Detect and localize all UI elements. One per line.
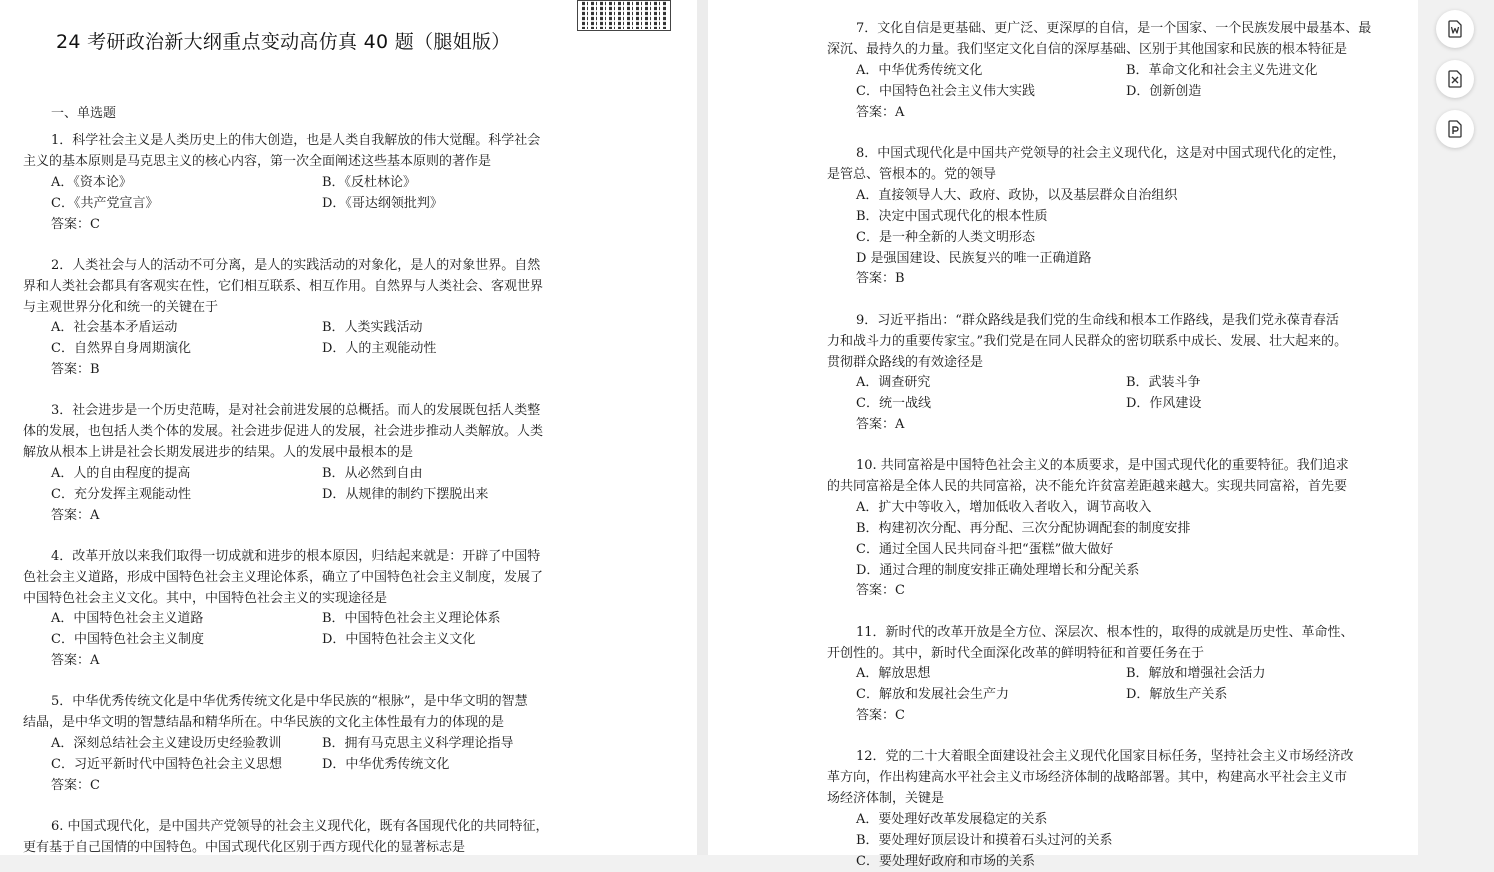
- question-text: 8．中国式现代化是中国共产党领导的社会主义现代化，这是对中国式现代化的定性，: [856, 146, 1346, 161]
- question-text: 中国特色社会主义文化。其中，中国特色社会主义的实现途径是: [23, 591, 388, 606]
- answer: 答案：A: [856, 105, 905, 120]
- option-d: D．《哥达纲领批判》: [322, 196, 443, 211]
- option-a: A．社会基本矛盾运动: [51, 320, 178, 335]
- question-text: 力和战斗力的重要传家宝。”我们党是在同人民群众的密切联系中成长、发展、壮大起来的。: [827, 334, 1348, 349]
- word-file-icon: [1445, 19, 1465, 39]
- question-text: 11．新时代的改革开放是全方位、深层次、根本性的，取得的成就是历史性、革命性、: [856, 625, 1354, 640]
- document-title: 24 考研政治新大纲重点变动高仿真 40 题（腿姐版）: [56, 31, 511, 53]
- export-word-button[interactable]: [1436, 10, 1474, 48]
- option-b: B．决定中国式现代化的根本性质: [856, 209, 1048, 224]
- option-b: B．从必然到自由: [322, 466, 423, 481]
- answer: 答案：B: [856, 271, 905, 286]
- question-text: 10. 共同富裕是中国特色社会主义的本质要求，是中国式现代化的重要特征。我们追求: [856, 458, 1349, 473]
- question-text: 色社会主义道路，形成中国特色社会主义理论体系，确立了中国特色社会主义制度，发展了: [23, 570, 544, 585]
- question-text: 与主观世界分化和统一的关键在于: [23, 300, 219, 315]
- question-text: 更有基于自己国情的中国特色。中国式现代化区别于西方现代化的显著标志是: [23, 840, 466, 855]
- export-ppt-button[interactable]: [1436, 110, 1474, 148]
- answer: 答案：C: [51, 217, 100, 232]
- option-b: B．要处理好顶层设计和摸着石头过河的关系: [856, 833, 1113, 848]
- export-excel-button[interactable]: [1436, 60, 1474, 98]
- question-text: 3．社会进步是一个历史范畴，是对社会前进发展的总概括。而人的发展既包括人类整: [51, 403, 541, 418]
- question-text: 6. 中国式现代化，是中国共产党领导的社会主义现代化，既有各国现代化的共同特征，: [51, 819, 549, 834]
- option-c: C．是一种全新的人类文明形态: [856, 230, 1035, 245]
- question-text: 场经济体制，关键是: [827, 791, 945, 806]
- option-c: C．统一战线: [856, 396, 931, 411]
- question-text: 体的发展，也包括人类个体的发展。社会进步促进人的发展，社会进步推动人类解放。人类: [23, 424, 544, 439]
- question-text: 4．改革开放以来我们取得一切成就和进步的根本原因，归结起来就是：开辟了中国特: [51, 549, 541, 564]
- question-text: 深沉、最持久的力量。我们坚定文化自信的深厚基础、区别于其他国家和民族的根本特征是: [827, 42, 1348, 57]
- option-d: D 是强国建设、民族复兴的唯一正确道路: [856, 251, 1092, 266]
- section-heading: 一、单选题: [51, 106, 117, 121]
- question-text: 7．文化自信是更基础、更广泛、更深厚的自信，是一个国家、一个民族发展中最基本、最: [856, 21, 1372, 36]
- option-a: A．直接领导人大、政府、政协，以及基层群众自治组织: [856, 188, 1178, 203]
- option-c: C．中国特色社会主义伟大实践: [856, 84, 1035, 99]
- option-a: A．人的自由程度的提高: [51, 466, 191, 481]
- option-c: C．解放和发展社会生产力: [856, 687, 1009, 702]
- question-text: 贯彻群众路线的有效途径是: [827, 355, 984, 370]
- option-d: D．通过合理的制度安排正确处理增长和分配关系: [856, 563, 1140, 578]
- question-text: 2．人类社会与人的活动不可分离，是人的实践活动的对象化，是人的对象世界。自然: [51, 258, 541, 273]
- question-text: 开创性的。其中，新时代全面深化改革的鲜明特征和首要任务在于: [827, 646, 1205, 661]
- answer: 答案：C: [856, 708, 905, 723]
- question-text: 主义的基本原则是马克思主义的核心内容，第一次全面阐述这些基本原则的著作是: [23, 154, 492, 169]
- option-b: B．人类实践活动: [322, 320, 423, 335]
- option-b: B．《反杜林论》: [322, 175, 417, 190]
- option-c: C．自然界自身周期演化: [51, 341, 191, 356]
- option-b: B．革命文化和社会主义先进文化: [1126, 63, 1318, 78]
- option-a: A．扩大中等收入，增加低收入者收入，调节高收入: [856, 500, 1152, 515]
- answer: 答案：A: [51, 653, 100, 668]
- answer: 答案：A: [856, 417, 905, 432]
- option-a: A．《资本论》: [51, 175, 132, 190]
- answer: 答案：A: [51, 508, 100, 523]
- option-a: A．中国特色社会主义道路: [51, 611, 204, 626]
- page-gap: [697, 0, 708, 855]
- option-c: C．中国特色社会主义制度: [51, 632, 204, 647]
- option-c: C．《共产党宣言》: [51, 196, 159, 211]
- option-a: A．调查研究: [856, 375, 931, 390]
- option-d: D．中华优秀传统文化: [322, 757, 450, 772]
- right-page: [708, 0, 1418, 869]
- question-text: 是管总、管根本的。党的领导: [827, 167, 997, 182]
- option-d: D．人的主观能动性: [322, 341, 437, 356]
- question-text: 解放从根本上讲是社会长期发展进步的结果。人的发展中最根本的是: [23, 445, 414, 460]
- answer: 答案：C: [856, 583, 905, 598]
- option-a: A．中华优秀传统文化: [856, 63, 983, 78]
- question-text: 9．习近平指出：“群众路线是我们党的生命线和根本工作路线，是我们党永葆青春活: [856, 313, 1339, 328]
- option-b: B．解放和增强社会活力: [1126, 666, 1266, 681]
- option-b: B．构建初次分配、再分配、三次分配协调配套的制度安排: [856, 521, 1191, 536]
- question-text: 12．党的二十大着眼全面建设社会主义现代化国家目标任务，坚持社会主义市场经济改: [856, 749, 1354, 764]
- left-page: [0, 0, 697, 855]
- option-d: D．作风建设: [1126, 396, 1202, 411]
- option-b: B．中国特色社会主义理论体系: [322, 611, 501, 626]
- option-d: D．解放生产关系: [1126, 687, 1228, 702]
- question-text: 结晶，是中华文明的智慧结晶和精华所在。中华民族的文化主体性最有力的体现的是: [23, 715, 505, 730]
- option-d: D．创新创造: [1126, 84, 1202, 99]
- answer: 答案：B: [51, 362, 100, 377]
- question-text: 的共同富裕是全体人民的共同富裕，决不能允许贫富差距越来越大。实现共同富裕，首先要: [827, 479, 1348, 494]
- option-a: A．深刻总结社会主义建设历史经验教训: [51, 736, 282, 751]
- option-c: C．通过全国人民共同奋斗把“蛋糕”做大做好: [856, 542, 1114, 557]
- option-a: A．要处理好改革发展稳定的关系: [856, 812, 1048, 827]
- qr-code: [577, 0, 671, 31]
- option-a: A．解放思想: [856, 666, 931, 681]
- answer: 答案：C: [51, 778, 100, 793]
- ppt-file-icon: [1445, 119, 1465, 139]
- option-c: C．要处理好政府和市场的关系: [856, 854, 1035, 869]
- question-text: 界和人类社会都具有客观实在性，它们相互联系、相互作用。自然界与人类社会、客观世界: [23, 279, 544, 294]
- option-b: B．拥有马克思主义科学理论指导: [322, 736, 514, 751]
- option-d: D．从规律的制约下摆脱出来: [322, 487, 489, 502]
- option-b: B．武装斗争: [1126, 375, 1201, 390]
- option-d: D．中国特色社会主义文化: [322, 632, 476, 647]
- question-text: 1．科学社会主义是人类历史上的伟大创造，也是人类自我解放的伟大觉醒。科学社会: [51, 133, 541, 148]
- question-text: 革方向，作出构建高水平社会主义市场经济体制的战略部署。其中，构建高水平社会主义市: [827, 770, 1348, 785]
- option-c: C．充分发挥主观能动性: [51, 487, 191, 502]
- excel-file-icon: [1445, 69, 1465, 89]
- option-c: C．习近平新时代中国特色社会主义思想: [51, 757, 282, 772]
- question-text: 5．中华优秀传统文化是中华优秀传统文化是中华民族的“根脉”，是中华文明的智慧: [51, 694, 528, 709]
